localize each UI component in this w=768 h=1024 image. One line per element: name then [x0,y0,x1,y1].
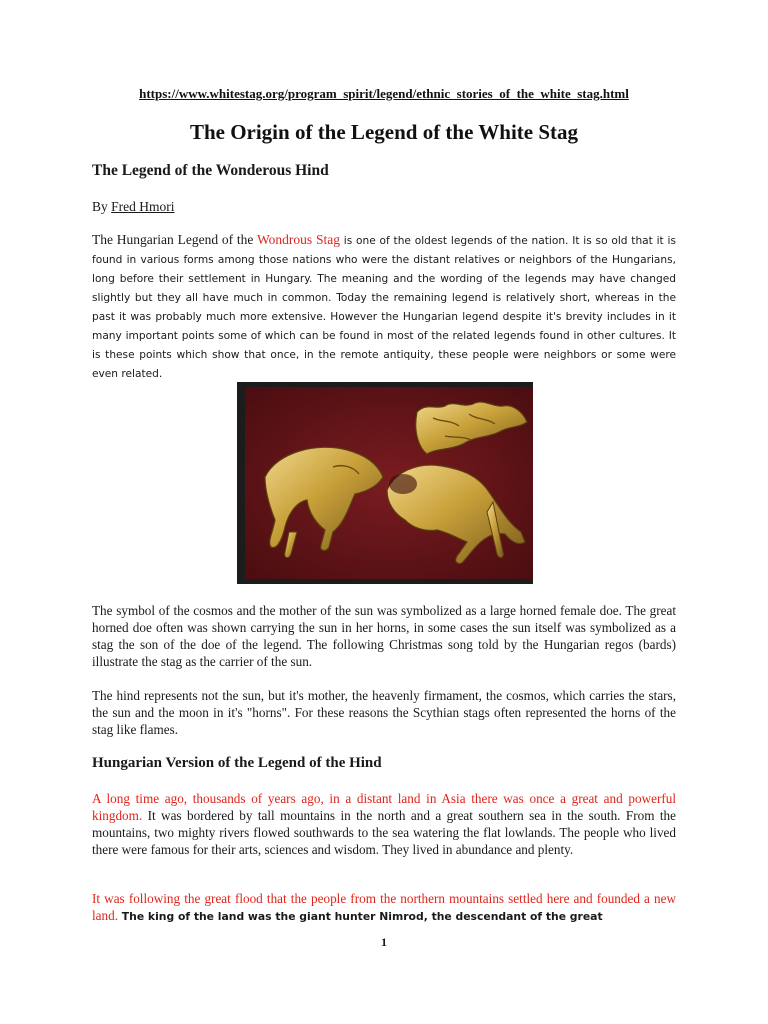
intro-lead: The Hungarian Legend of the [92,232,257,247]
section-heading: Hungarian Version of the Legend of the Hind [92,755,382,771]
source-url-link[interactable]: https://www.whitestag.org/program_spirit/legend/ethnic_stories_of_the_white_stag.html [139,86,629,101]
page-number: 1 [381,935,387,949]
intro-body: is one of the oldest legends of the nation. It is so old that it is found in various forms among those nations who were the distant relatives or neighbors of the Hungarians, long before their settlement in Hungary. The meaning and the wording of the legends may have changed slightly but they all have much in common. Today the remaining legend is relatively short, whereas in the past it was probably much more extensive. However the Hungarian legend despite it's brevity includes in it many important points some of which can be found in most of the related legends found in other cultures. It is these points which show that once, in the remote antiquity, these people were neighbors or some were even related. [92,235,676,380]
intro-highlight: Wondrous Stag [256,232,340,247]
kingdom-body: It was bordered by tall mountains in the north and a great southern sea in the south. From the mountains, two mighty rivers flowed southwards to the sea watering the flat lowlands. The people who lived there were famous for their arts, sciences and wisdom. They lived in abundance and plenty. [92,808,676,857]
cosmos-paragraph: The symbol of the cosmos and the mother of the sun was symbolized as a large horned female doe. The great horned doe often was shown carrying the sun in her horns, in some cases the sun itself was symbolized as a stag the son of the doe of the legend. The following Christmas song told by the Hungarian regos (bards) illustrate the stag as the carrier of the sun. [92,603,676,669]
flood-body: The king of the land was the giant hunter Nimrod, the descendant of the great [118,910,603,923]
subtitle: The Legend of the Wonderous Hind [92,162,329,179]
author-link[interactable]: Fred Hmori [111,199,175,214]
kingdom-paragraph [92,790,676,858]
scythian-gold-stag-plaque-icon [237,382,533,584]
hind-paragraph: The hind represents not the sun, but it's mother, the heavenly firmament, the cosmos, which carries the stars, the sun and the moon in it's "horns". For these reasons the Scythian stags often represented the horns of the stag like flames. [92,688,676,737]
byline [92,199,175,215]
flood-paragraph [92,890,676,925]
flood-highlight: It was following the great flood that the people from the northern mountains settled here and founded a new land. [92,891,676,923]
stag-plaque-photo [237,382,533,584]
intro-paragraph [92,231,676,383]
kingdom-highlight: A long time ago, thousands of years ago, in a distant land in Asia there was once a great and powerful kingdom. [92,791,676,823]
byline-prefix: By [92,199,108,214]
page-title: The Origin of the Legend of the White Stag [189,120,579,144]
